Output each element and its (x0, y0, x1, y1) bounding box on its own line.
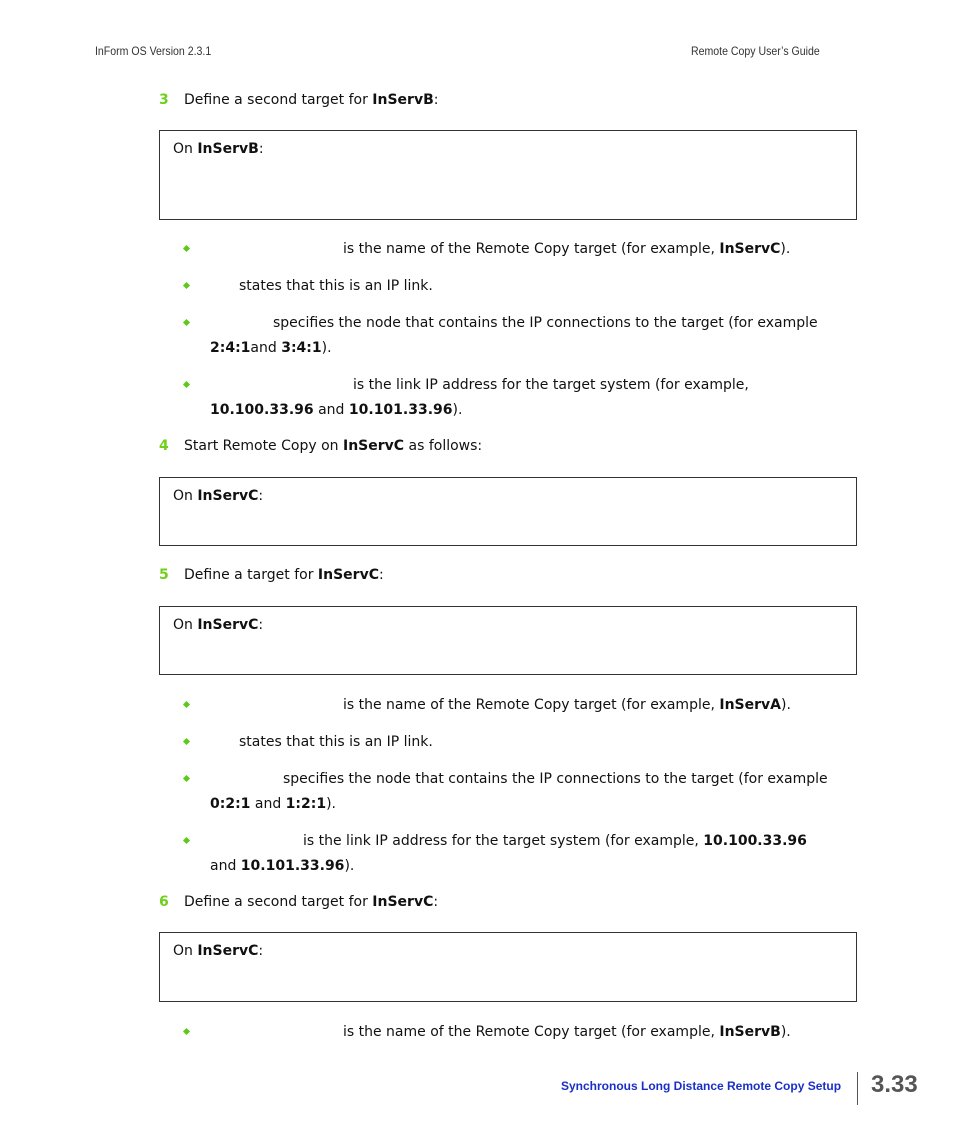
command-box-inservc-start: On InServC: (159, 477, 857, 546)
command-box-inservc-second-target: On InServC: (159, 932, 857, 1002)
step-6: 6 Define a second target for InServC: (159, 894, 439, 910)
command-box-inservc-target: On InServC: (159, 606, 857, 675)
page-number: 3.33 (871, 1071, 918, 1098)
diamond-bullet-icon (183, 282, 190, 289)
step-3: 3 Define a second target for InServB: (159, 92, 439, 108)
header-guide-title: Remote Copy User’s Guide (691, 44, 820, 58)
step-5: 5 Define a target for InServC: (159, 567, 384, 583)
step-number: 6 (159, 894, 169, 910)
diamond-bullet-icon (183, 319, 190, 326)
step-number: 3 (159, 92, 169, 108)
diamond-bullet-icon (183, 381, 190, 388)
command-box-inservb: On InServB: (159, 130, 857, 220)
footer-section-title: Synchronous Long Distance Remote Copy Setup (561, 1079, 842, 1093)
step-number: 5 (159, 567, 169, 583)
diamond-bullet-icon (183, 775, 190, 782)
step-4: 4 Start Remote Copy on InServC as follows: (159, 438, 483, 454)
diamond-bullet-icon (183, 738, 190, 745)
header-version: InForm OS Version 2.3.1 (95, 44, 212, 58)
diamond-bullet-icon (183, 245, 190, 252)
diamond-bullet-icon (183, 1028, 190, 1035)
diamond-bullet-icon (183, 837, 190, 844)
footer-divider (857, 1072, 858, 1105)
diamond-bullet-icon (183, 701, 190, 708)
step-number: 4 (159, 438, 169, 454)
